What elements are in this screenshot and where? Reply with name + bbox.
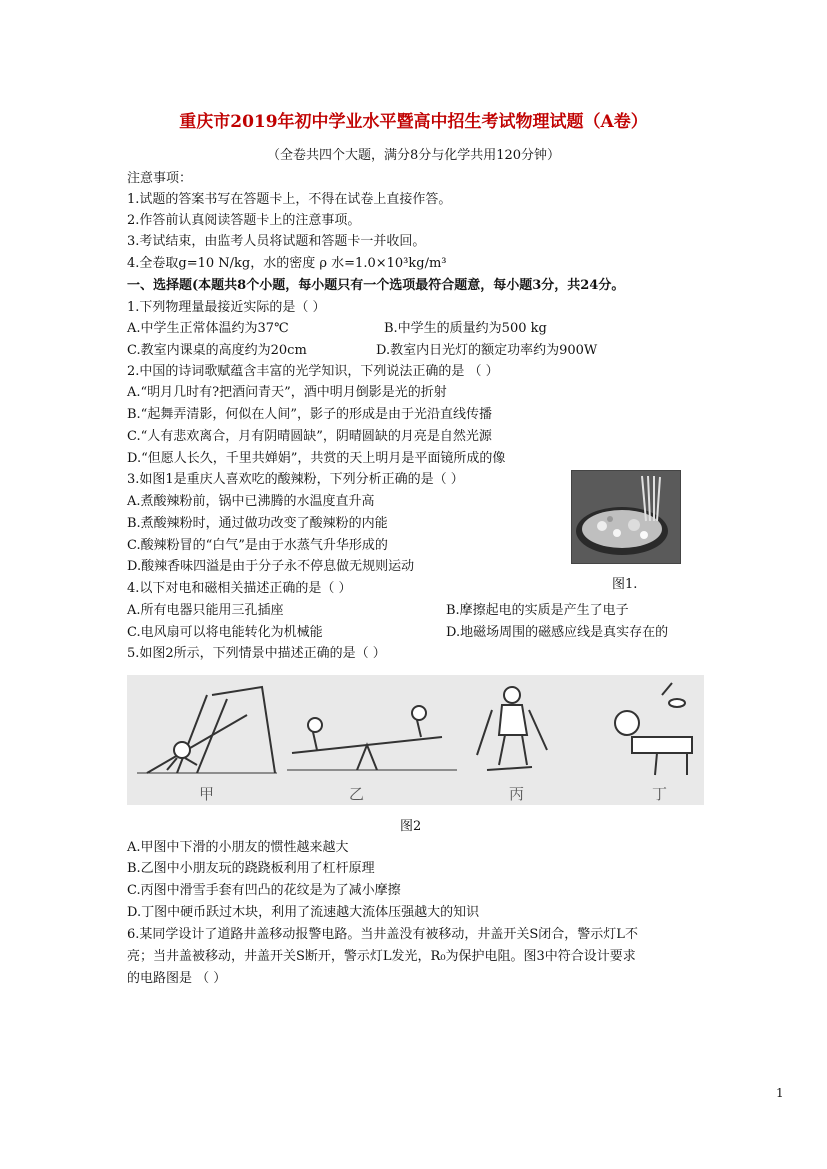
option-c: C.“人有悲欢离合，月有阴晴圆缺”，阴晴圆缺的月亮是自然光源	[127, 429, 492, 444]
option-c: C.电风扇可以将电能转化为机械能	[127, 625, 323, 640]
question-stem: 5.如图2所示，下列情景中描述正确的是（ ）	[127, 646, 386, 661]
question-stem-line: 6.某同学设计了道路井盖移动报警电路。当井盖没有被移动，井盖开关S闭合，警示灯L不	[127, 927, 638, 942]
option-b: B.乙图中小朋友玩的跷跷板利用了杠杆原理	[127, 861, 375, 876]
option-c: C.丙图中滑雪手套有凹凸的花纹是为了减小摩擦	[127, 883, 401, 898]
notice-item: 1.试题的答案书写在答题卡上，不得在试卷上直接作答。	[127, 192, 452, 207]
option-b: B.“起舞弄清影，何似在人间”，影子的形成是由于光沿直线传播	[127, 407, 492, 422]
seesaw-scene	[287, 706, 457, 770]
question-stem: 3.如图1是重庆人喜欢吃的酸辣粉，下列分析正确的是（ ）	[127, 472, 464, 487]
notice-item: 3.考试结束，由监考人员将试题和答题卡一并收回。	[127, 234, 426, 249]
question-stem-line: 的电路图是 （ ）	[127, 971, 227, 986]
section-heading: 一、选择题(本题共8个小题，每小题只有一个选项最符合题意，每小题3分，共24分。	[127, 278, 625, 293]
option-a: A.甲图中下滑的小朋友的惯性越来越大	[127, 840, 349, 855]
option-d: D.“但愿人长久，千里共婵娟”，共赏的天上明月是平面镜所成的像	[127, 451, 506, 466]
option-c: C.教室内课桌的高度约为20cm	[127, 343, 307, 358]
figure-2-caption: 图2	[400, 819, 422, 834]
question-stem: 2.中国的诗词歌赋蕴含丰富的光学知识，下列说法正确的是 （ ）	[127, 364, 499, 379]
slide-scene	[137, 687, 277, 773]
page-subtitle: （全卷共四个大题，满分8分与化学共用120分钟）	[266, 148, 561, 163]
option-a: A.中学生正常体温约为37℃	[127, 321, 289, 336]
option-d: D.教室内日光灯的额定功率约为900W	[376, 343, 598, 358]
panel-label-bing: 丙	[509, 785, 525, 803]
option-a: A.“明月几时有?把酒问青天”，酒中明月倒影是光的折射	[127, 385, 447, 400]
page-title: 重庆市2019年初中学业水平暨高中招生考试物理试题（A卷）	[179, 112, 648, 132]
question-stem: 1.下列物理量最接近实际的是（ ）	[127, 300, 326, 315]
question-stem-line: 亮；当井盖被移动，井盖开关S断开，警示灯L发光，R₀为保护电阻。图3中符合设计要求	[127, 949, 636, 964]
option-a: A.所有电器只能用三孔插座	[127, 603, 284, 618]
notice-item: 4.全卷取g=10 N/kg，水的密度 ρ 水=1.0×10³kg/m³	[127, 256, 447, 271]
option-b: B.摩擦起电的实质是产生了电子	[446, 603, 629, 618]
page-number: 1	[776, 1086, 784, 1100]
option-c: C.酸辣粉冒的“白气”是由于水蒸气升华形成的	[127, 538, 388, 553]
panel-label-yi: 乙	[349, 785, 365, 803]
skier-scene	[477, 687, 547, 770]
option-b: B.煮酸辣粉时，通过做功改变了酸辣粉的内能	[127, 516, 388, 531]
panel-label-ding: 丁	[652, 785, 668, 803]
option-d: D.地磁场周围的磁感应线是真实存在的	[446, 625, 669, 640]
question-stem: 4.以下对电和磁相关描述正确的是（ ）	[127, 581, 352, 596]
option-a: A.煮酸辣粉前，锅中已沸腾的水温度直升高	[127, 494, 375, 509]
figure-1-caption: 图1.	[612, 577, 638, 592]
option-b: B.中学生的质量约为500 kg	[384, 321, 547, 336]
panel-label-jia: 甲	[199, 785, 215, 803]
figure-1-noodle-photo	[571, 470, 681, 564]
option-d: D.酸辣香味四溢是由于分子永不停息做无规则运动	[127, 559, 415, 574]
notice-heading: 注意事项：	[127, 171, 193, 186]
option-d: D.丁图中硬币跃过木块，利用了流速越大流体压强越大的知识	[127, 905, 480, 920]
notice-item: 2.作答前认真阅读答题卡上的注意事项。	[127, 213, 361, 228]
coin-scene	[615, 683, 692, 775]
figure-2-scenes	[127, 675, 704, 805]
